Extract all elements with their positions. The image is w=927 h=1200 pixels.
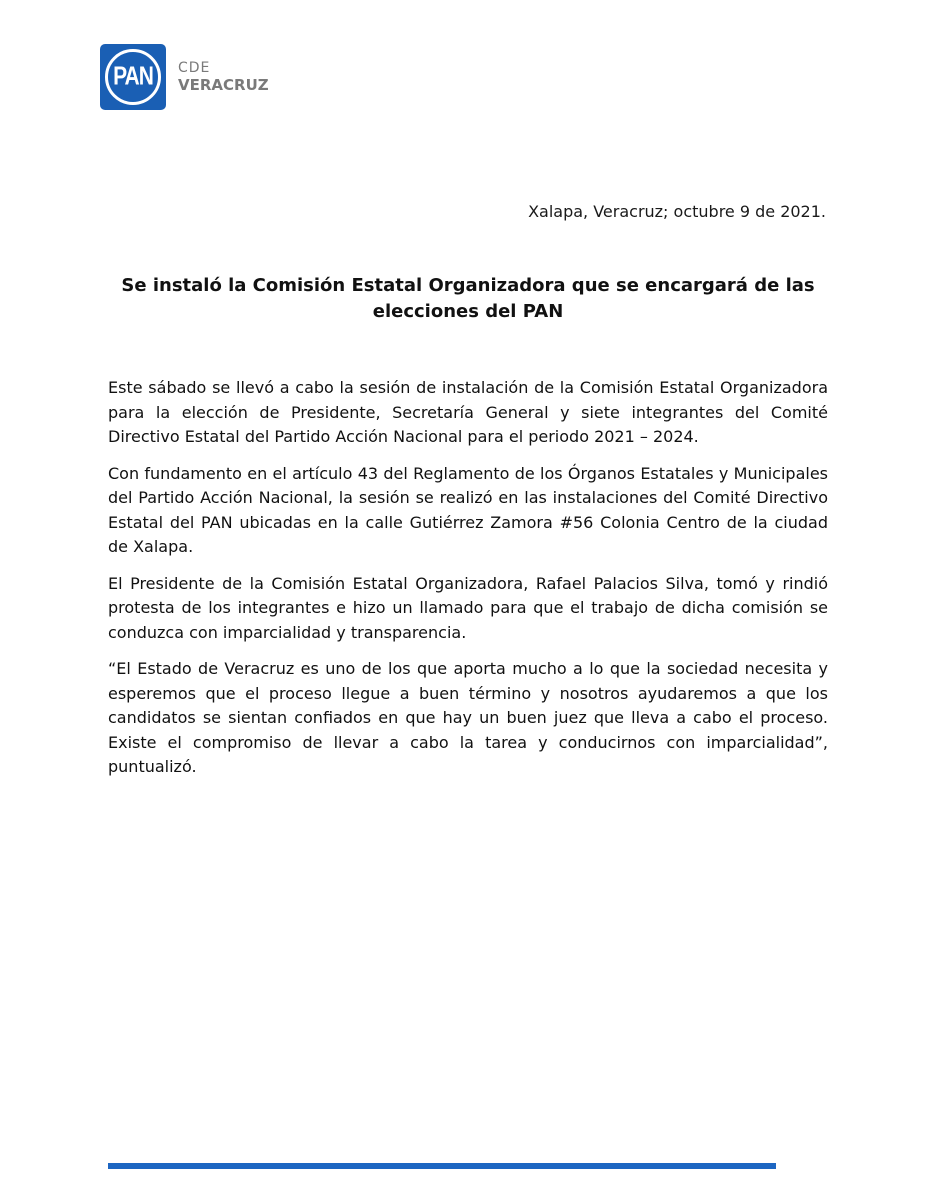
organization-name [178, 61, 269, 93]
headline: Se instaló la Comisión Estatal Organizadora que se encargará de las elecciones del PAN [121, 275, 815, 322]
organization-prefix: CDE [178, 60, 211, 76]
article-body [108, 376, 828, 792]
footer-divider [108, 1163, 776, 1169]
pan-emblem-ring [105, 49, 161, 105]
pan-emblem-text: PAN [113, 62, 153, 91]
paragraph: Este sábado se llevó a cabo la sesión de instalación de la Comisión Estatal Organizadora para la elección de Presidente, Secretaría General y siete integrantes del Comité Directivo Estatal del Partido Acción Nacional para el periodo 2021 – 2024. [108, 378, 828, 446]
paragraph: Con fundamento en el artículo 43 del Reglamento de los Órganos Estatales y Municipales del Partido Acción Nacional, la sesión se realizó en las instalaciones del Comité Directivo Estatal del PAN ubicadas en la calle Gutiérrez Zamora #56 Colonia Centro de la ciudad de Xalapa. [108, 463, 828, 556]
dateline: Xalapa, Veracruz; octubre 9 de 2021. [528, 202, 826, 221]
paragraph: El Presidente de la Comisión Estatal Organizadora, Rafael Palacios Silva, tomó y rindió protesta de los integrantes e hizo un llamado para que el trabajo de dicha comisión se conduzca con imparcialidad y transparencia. [108, 573, 828, 642]
pan-logo [100, 44, 269, 110]
paragraph: “El Estado de Veracruz es uno de los que aporta mucho a lo que la sociedad necesita y esperemos que el proceso llegue a buen término y nosotros ayudaremos a que los candidatos se sientan confiados en que hay un buen juez que lleva a cabo el proceso. Existe el compromiso de llevar a cabo la tarea y conducirnos con imparcialidad”, puntualizó. [108, 659, 828, 776]
organization-state: VERACRUZ [178, 76, 269, 94]
pan-emblem [100, 44, 166, 110]
